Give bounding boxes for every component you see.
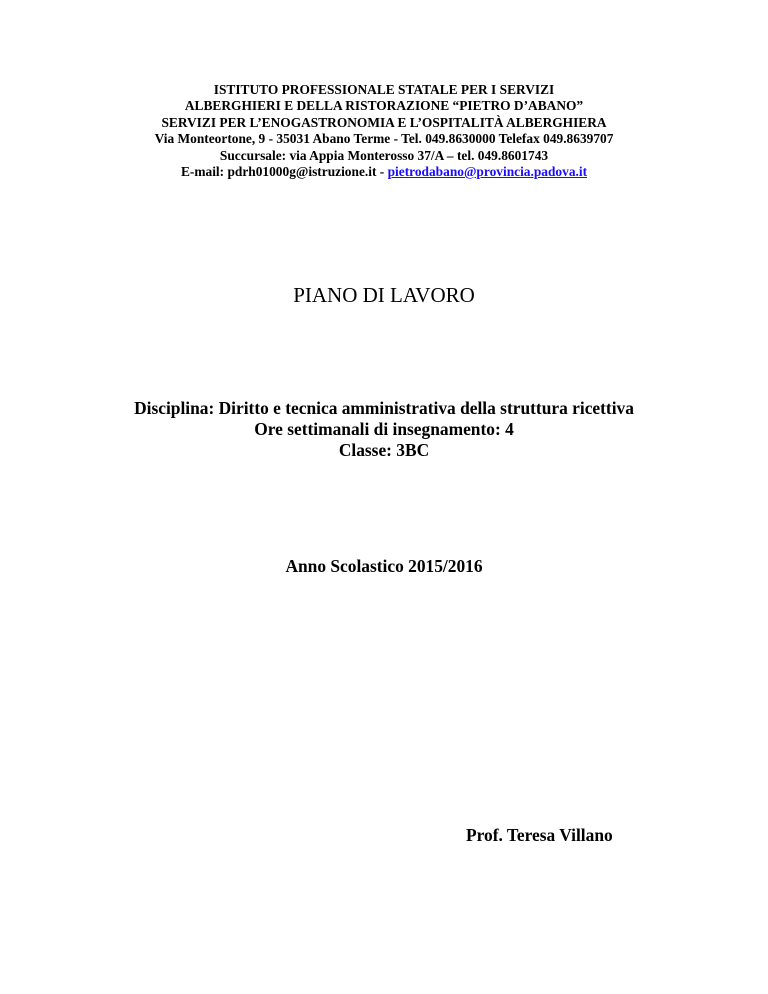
weekly-hours-line: Ore settimanali di insegnamento: 4 bbox=[254, 419, 514, 440]
teacher-name: Prof. Teresa Villano bbox=[466, 825, 613, 845]
subject-block bbox=[0, 398, 768, 462]
school-name-line-2: ALBERGHIERI E DELLA RISTORAZIONE “PIETRO D’ABANO” bbox=[184, 98, 584, 114]
document-title: PIANO DI LAVORO bbox=[293, 283, 475, 307]
school-address-line: Via Monteortone, 9 - 35031 Abano Terme - Tel. 049.8630000 Telefax 049.8639707 bbox=[154, 131, 614, 147]
discipline-line: Disciplina: Diritto e tecnica amministrativa della struttura ricettiva bbox=[134, 398, 634, 418]
email-text: E-mail: pdrh01000g@istruzione.it - bbox=[180, 164, 388, 180]
school-header bbox=[0, 82, 768, 180]
school-year: Anno Scolastico 2015/2016 bbox=[285, 556, 483, 576]
class-line: Classe: 3BC bbox=[338, 440, 430, 461]
contact-email-line bbox=[0, 164, 768, 180]
school-services-line: SERVIZI PER L’ENOGASTRONOMIA E L’OSPITALITÀ ALBERGHIERA bbox=[161, 114, 607, 130]
email-link[interactable]: pietrodabano@provincia.padova.it bbox=[387, 164, 588, 180]
school-name-line-1: ISTITUTO PROFESSIONALE STATALE PER I SERVIZI bbox=[213, 82, 555, 97]
branch-address-line: Succursale: via Appia Monterosso 37/A – tel. 049.8601743 bbox=[219, 147, 549, 163]
